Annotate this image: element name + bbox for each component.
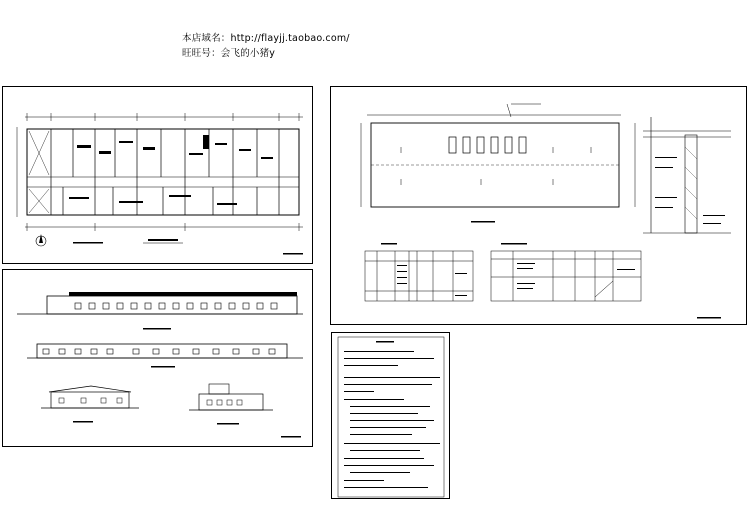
shop-domain-line: 本店域名：http://flayjj.taobao.com/ xyxy=(182,33,350,44)
floor-plan-drawing xyxy=(3,87,314,265)
roof-plan-sheet xyxy=(330,86,747,325)
elevations-sheet xyxy=(2,269,313,447)
wangwang-id-line: 旺旺号：会飞的小猪y xyxy=(182,48,276,59)
design-notes-sheet xyxy=(331,332,450,499)
floor-plan-sheet xyxy=(2,86,313,264)
roof-plan-drawing xyxy=(331,87,748,326)
design-notes-drawing xyxy=(332,333,451,500)
elevations-drawing xyxy=(3,270,314,448)
